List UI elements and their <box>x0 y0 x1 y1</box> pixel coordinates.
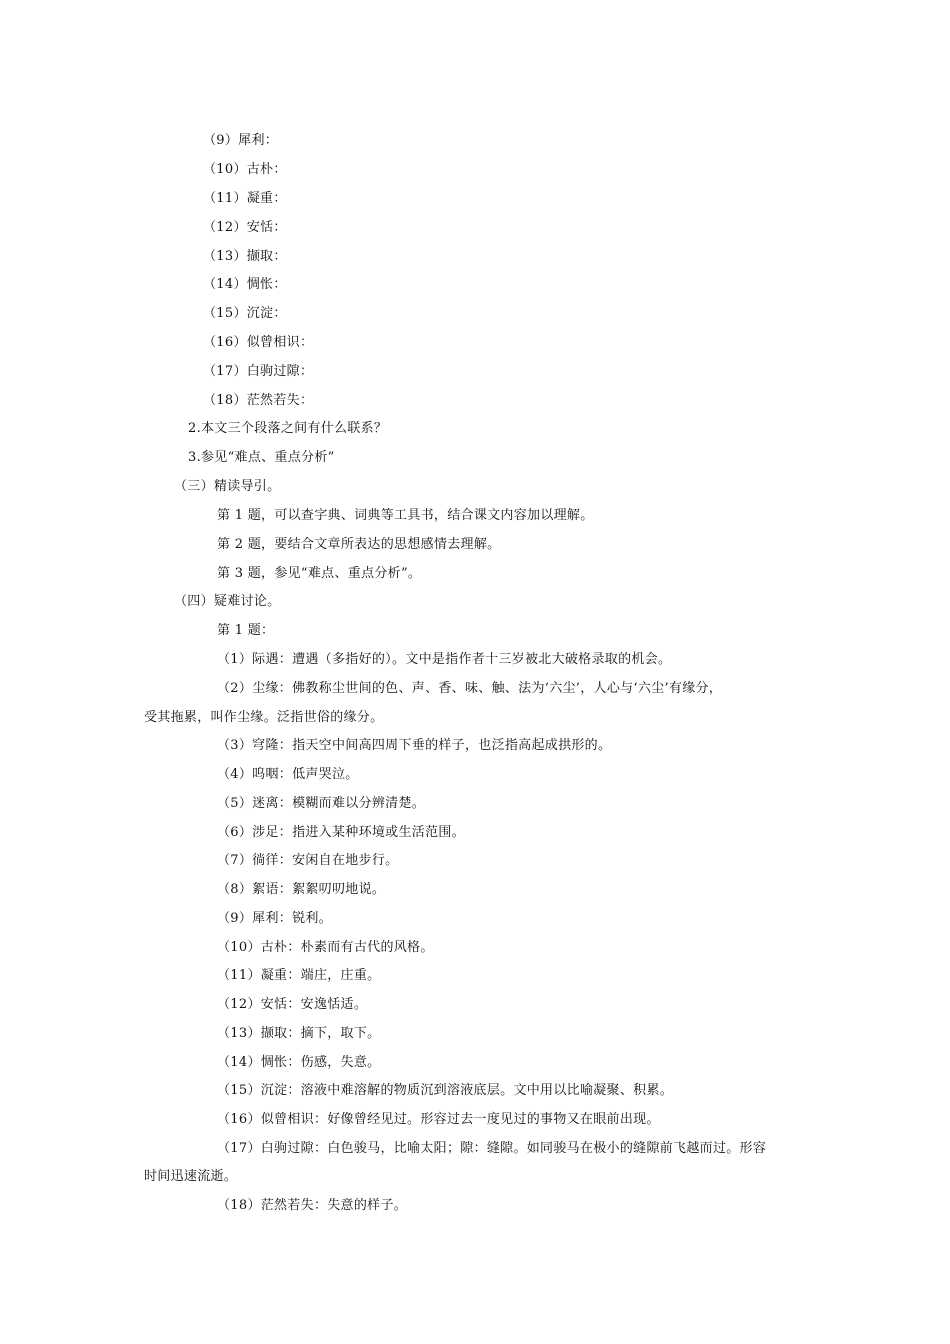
question-item: 2.本文三个段落之间有什么联系？ <box>188 421 388 436</box>
answer-item: （5）迷离：模糊而难以分辨清楚。 <box>217 796 426 811</box>
answer-item: （11）凝重：端庄，庄重。 <box>217 968 381 983</box>
vocab-blank-item: （10）古朴： <box>203 162 287 177</box>
answer-item: （6）涉足：指进入某种环境或生活范围。 <box>217 825 465 840</box>
guide-item: 第 1 题，可以查字典、词典等工具书，结合课文内容加以理解。 <box>217 508 594 523</box>
answer-continuation: 受其拖累，叫作尘缘。泛指世俗的缘分。 <box>144 710 384 725</box>
sub-heading: 第 1 题： <box>217 623 275 638</box>
vocab-blank-item: （13）撷取： <box>203 249 287 264</box>
vocab-blank-item: （11）凝重： <box>203 191 287 206</box>
answer-continuation: 时间迅速流逝。 <box>144 1169 238 1184</box>
answer-item: （3）穹隆：指天空中间高四周下垂的样子，也泛指高起成拱形的。 <box>217 738 612 753</box>
vocab-blank-item: （16）似曾相识： <box>203 335 314 350</box>
vocab-blank-item: （15）沉淀： <box>203 306 287 321</box>
vocab-blank-item: （12）安恬： <box>203 220 287 235</box>
answer-item: （12）安恬：安逸恬适。 <box>217 997 368 1012</box>
vocab-blank-item: （18）茫然若失： <box>203 393 314 408</box>
vocab-blank-item: （14）惆怅： <box>203 277 287 292</box>
answer-item: （16）似曾相识：好像曾经见过。形容过去一度见过的事物又在眼前出现。 <box>217 1112 660 1127</box>
guide-item: 第 2 题，要结合文章所表达的思想感情去理解。 <box>217 537 501 552</box>
answer-item: （2）尘缘：佛教称尘世间的色、声、香、味、触、法为‘六尘’，人心与‘六尘’有缘分， <box>217 681 723 696</box>
question-item: 3.参见“难点、重点分析” <box>188 450 335 465</box>
answer-item: （17）白驹过隙：白色骏马，比喻太阳；隙：缝隙。如同骏马在极小的缝隙前飞越而过。形容 <box>217 1141 767 1156</box>
vocab-blank-item: （17）白驹过隙： <box>203 364 314 379</box>
guide-item: 第 3 题，参见“难点、重点分析”。 <box>217 566 422 581</box>
answer-item: （4）呜咽：低声哭泣。 <box>217 767 359 782</box>
answer-item: （15）沉淀：溶液中难溶解的物质沉到溶液底层。文中用以比喻凝聚、积累。 <box>217 1083 674 1098</box>
section-heading: （三）精读导引。 <box>174 479 281 494</box>
answer-item: （1）际遇：遭遇（多指好的）。文中是指作者十三岁被北大破格录取的机会。 <box>217 652 672 667</box>
answer-item: （9）犀利：锐利。 <box>217 911 332 926</box>
answer-item: （14）惆怅：伤感，失意。 <box>217 1055 381 1070</box>
answer-item: （8）絮语：絮絮叨叨地说。 <box>217 882 386 897</box>
vocab-blank-item: （9）犀利： <box>203 133 279 148</box>
answer-item: （7）徜徉：安闲自在地步行。 <box>217 853 399 868</box>
answer-item: （13）撷取：摘下，取下。 <box>217 1026 381 1041</box>
section-heading: （四）疑难讨论。 <box>174 594 281 609</box>
answer-item: （10）古朴：朴素而有古代的风格。 <box>217 940 434 955</box>
answer-item: （18）茫然若失：失意的样子。 <box>217 1198 408 1213</box>
